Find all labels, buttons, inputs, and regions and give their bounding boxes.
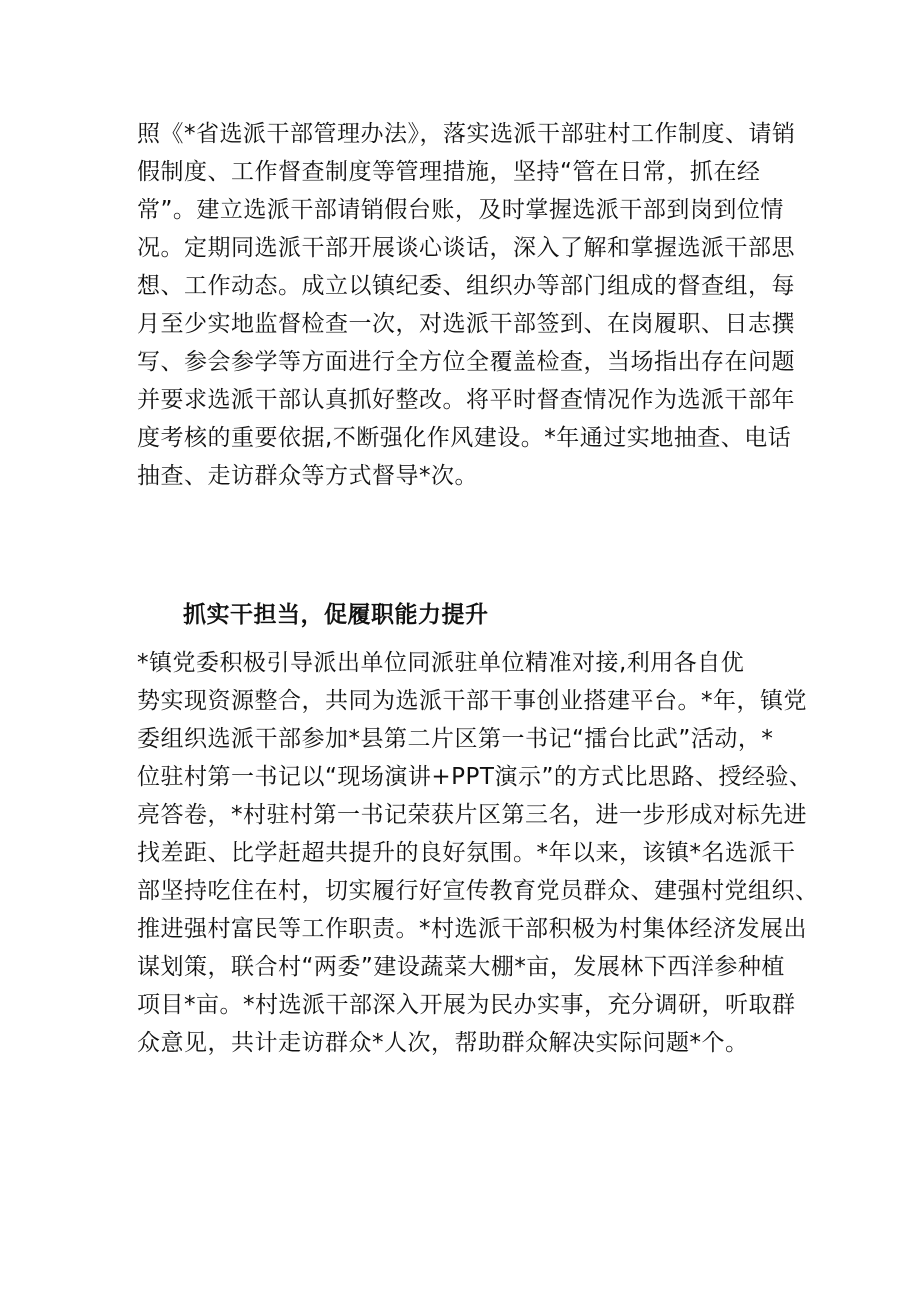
paragraph-line: 委组织选派干部参加*县第二片区第一书记“擂台比武”活动，* — [137, 726, 774, 752]
paragraph-line: 常”。建立选派干部请销假台账，及时掌握选派干部到岗到位情 — [137, 197, 784, 223]
paragraph-capability — [137, 644, 819, 1062]
paragraph-line: 并要求选派干部认真抓好整改。将平时督查情况作为选派干部年 — [137, 387, 795, 413]
paragraph-line: 抽查、走访群众等方式督导*次。 — [137, 463, 478, 489]
paragraph-line: 想、工作动态。成立以镇纪委、组织办等部门组成的督查组，每 — [137, 273, 795, 299]
paragraph-line: 谋划策，联合村“两委”建设蔬菜大棚*亩，发展林下西洋参种植 — [137, 954, 785, 980]
paragraph-line: *镇党委积极引导派出单位同派驻单位精准对接,利用各自优 — [137, 650, 745, 676]
paragraph-line: 假制度、工作督查制度等管理措施，坚持“管在日常，抓在经 — [137, 159, 761, 185]
paragraph-line: 势实现资源整合，共同为选派干部干事创业搭建平台。*年，镇党 — [137, 688, 807, 714]
paragraph-line: 找差距、比学赶超共提升的良好氛围。*年以来，该镇*名选派干 — [137, 840, 796, 866]
paragraph-line: 部坚持吃住在村，切实履行好宣传教育党员群众、建强村党组织、 — [137, 878, 819, 904]
paragraph-line: 照《*省选派干部管理办法》，落实选派干部驻村工作制度、请销 — [137, 121, 796, 147]
paragraph-line: 亮答卷，*村驻村第一书记荣获片区第三名，进一步形成对标先进 — [137, 802, 807, 828]
paragraph-line: 项目*亩。*村选派干部深入开展为民办实事，充分调研，听取群 — [137, 992, 796, 1018]
paragraph-line: 月至少实地监督检查一次，对选派干部签到、在岗履职、日志撰 — [137, 311, 795, 337]
paragraph-line: 度考核的重要依据,不断强化作风建设。*年通过实地抽查、电话 — [137, 425, 792, 451]
section-heading: 抓实干担当，促履职能力提升 — [183, 602, 489, 628]
paragraph-line: 位驻村第一书记以“现场演讲+PPT演示”的方式比思路、授经验、 — [137, 764, 813, 790]
paragraph-line: 况。定期同选派干部开展谈心谈话，深入了解和掌握选派干部思 — [137, 235, 795, 261]
paragraph-supervision — [137, 115, 805, 495]
paragraph-line: 推进强村富民等工作职责。*村选派干部积极为村集体经济发展出 — [137, 916, 807, 942]
paragraph-line: 众意见，共计走访群众*人次，帮助群众解决实际问题*个。 — [137, 1030, 749, 1056]
paragraph-line: 写、参会参学等方面进行全方位全覆盖检查，当场指出存在问题 — [137, 349, 795, 375]
